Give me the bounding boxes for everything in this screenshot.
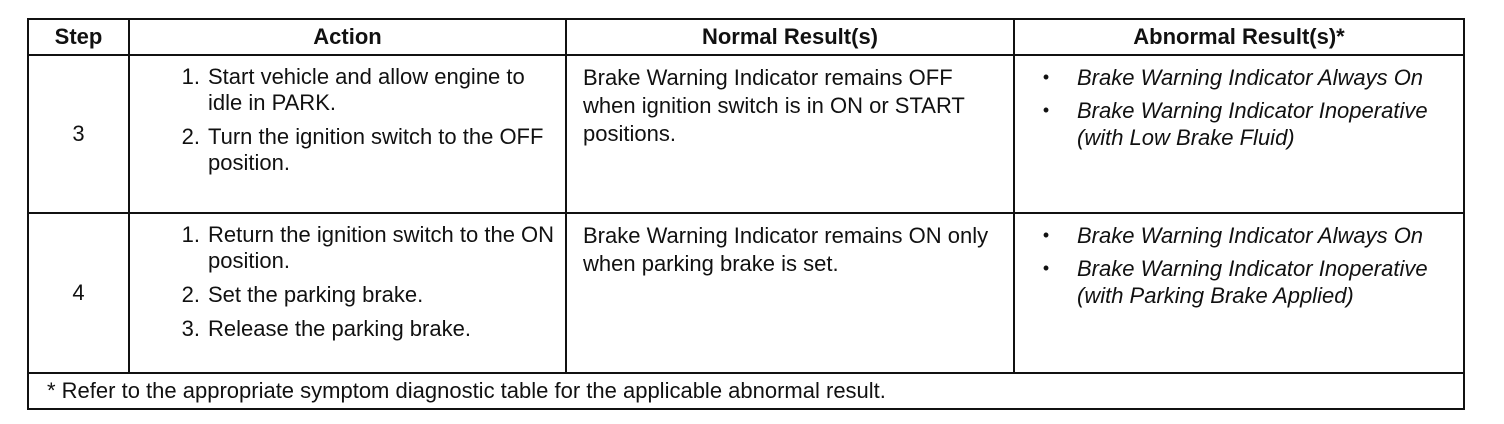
step-number: 3 (28, 55, 129, 213)
action-text: Return the ignition switch to the ON position. (208, 222, 555, 273)
abnormal-result-item (1015, 222, 1463, 249)
abnormal-result-cell (1014, 213, 1464, 373)
table-row (28, 55, 1464, 213)
action-cell (129, 55, 566, 213)
abnormal-result-text: Brake Warning Indicator Always On (1077, 223, 1424, 248)
header-normal-results: Normal Result(s) (566, 19, 1014, 55)
abnormal-result-list (1015, 222, 1463, 309)
abnormal-result-cell (1014, 55, 1464, 213)
step-number: 4 (28, 213, 129, 373)
footnote-text: * Refer to the appropriate symptom diagnostic table for the applicable abnormal result. (47, 378, 886, 403)
action-number: 2. (181, 124, 200, 149)
normal-result-cell (566, 55, 1014, 213)
footnote-cell (28, 373, 1464, 409)
action-number: 1. (181, 222, 200, 247)
bullet-icon: • (1042, 258, 1050, 278)
action-item (130, 222, 565, 274)
action-text: Set the parking brake. (208, 282, 424, 307)
abnormal-result-text: Brake Warning Indicator Inoperative (with Low Brake Fluid) (1077, 98, 1428, 150)
action-list (130, 64, 565, 176)
action-item (130, 282, 565, 308)
action-list (130, 222, 565, 342)
action-text: Release the parking brake. (208, 316, 471, 341)
header-action: Action (129, 19, 566, 55)
abnormal-result-item (1015, 64, 1463, 91)
abnormal-result-text: Brake Warning Indicator Always On (1077, 65, 1424, 90)
normal-result-text: Brake Warning Indicator remains OFF when ignition switch is in ON or START positions. (583, 65, 965, 146)
action-text: Start vehicle and allow engine to idle in PARK. (208, 64, 525, 115)
header-row (28, 19, 1464, 55)
abnormal-result-item (1015, 255, 1463, 309)
normal-result-text: Brake Warning Indicator remains ON only when parking brake is set. (583, 223, 989, 276)
footnote-row (28, 373, 1464, 409)
table-row (28, 213, 1464, 373)
normal-result-cell (566, 213, 1014, 373)
action-cell (129, 213, 566, 373)
action-number: 2. (181, 282, 200, 307)
action-item (130, 124, 565, 176)
header-step: Step (28, 19, 129, 55)
action-item (130, 64, 565, 116)
bullet-icon: • (1042, 225, 1050, 245)
bullet-icon: • (1042, 67, 1050, 87)
action-item (130, 316, 565, 342)
action-number: 3. (181, 316, 200, 341)
abnormal-result-list (1015, 64, 1463, 151)
abnormal-result-text: Brake Warning Indicator Inoperative (with Parking Brake Applied) (1077, 256, 1428, 308)
action-text: Turn the ignition switch to the OFF position. (208, 124, 544, 175)
abnormal-result-item (1015, 97, 1463, 151)
diagnostic-table (27, 18, 1465, 410)
header-abnormal-results: Abnormal Result(s)* (1014, 19, 1464, 55)
bullet-icon: • (1042, 100, 1050, 120)
action-number: 1. (181, 64, 200, 89)
